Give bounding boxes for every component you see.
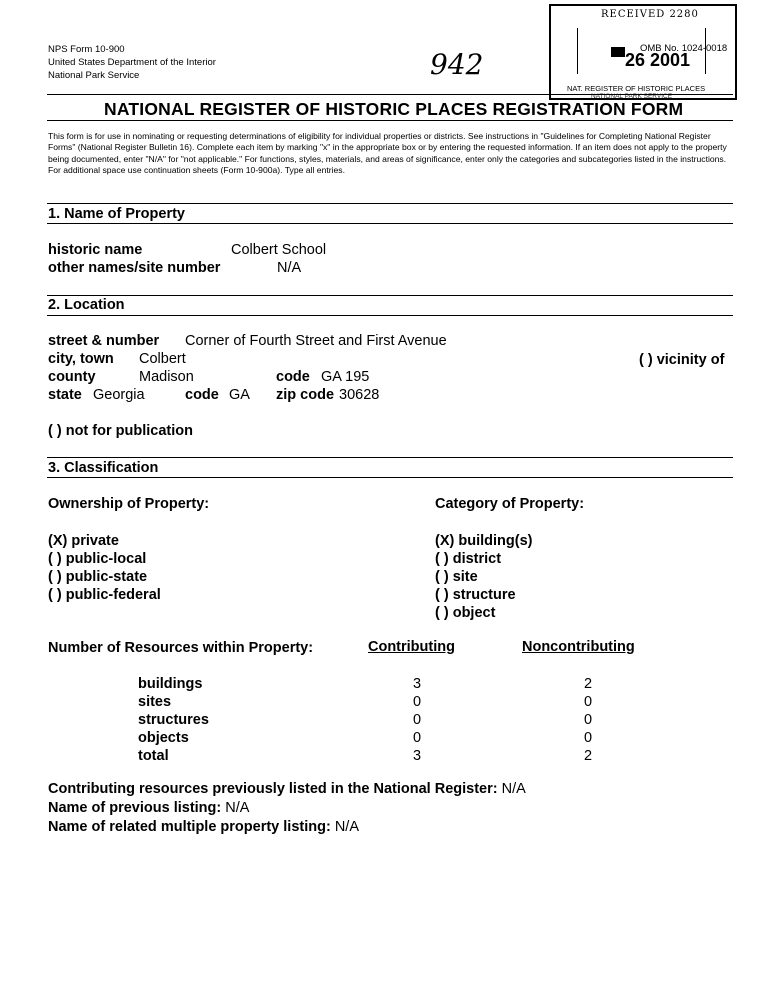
category-item [435,550,532,568]
zip-value: 30628 [339,387,380,403]
ownership-item [48,532,161,550]
resource-label: objects [138,730,189,746]
noncontributing-count: 2 [583,748,593,764]
resource-label: structures [138,712,209,728]
stamp-register-text: NAT. REGISTER OF HISTORIC PLACES [567,84,706,93]
category-label: building(s) [458,533,533,549]
category-label: site [452,569,478,585]
noncontributing-count: 0 [583,712,593,728]
category-list [435,532,532,622]
section3-heading: 3. Classification [48,460,159,476]
ownership-mark: ( ) [48,569,62,585]
ownership-mark: (X) [48,533,68,549]
contributing-count: 0 [412,694,422,710]
previous-listing-label: Name of previous listing: [48,800,222,816]
title-top-rule [47,94,733,95]
section1-bottom-rule [47,223,733,224]
ownership-label: public-state [65,569,148,585]
zip-label: zip code [276,387,335,403]
category-label: structure [452,587,516,603]
noncontributing-count: 0 [583,694,593,710]
county-code-label: code [276,369,310,385]
category-mark: ( ) [435,605,449,621]
contributing-count: 3 [412,676,422,692]
category-item [435,532,532,550]
contributing-counts [397,675,437,765]
section3-bottom-rule [47,477,733,478]
previously-listed-label: Contributing resources previously listed in the National Register: [48,781,498,797]
ownership-label: public-federal [65,587,161,603]
state-code-value: GA [229,387,250,403]
city-value: Colbert [139,351,186,367]
category-mark: (X) [435,533,455,549]
category-heading: Category of Property: [435,496,585,512]
previously-listed-line [48,781,526,797]
county-value: Madison [139,369,194,385]
section2-bottom-rule [47,315,733,316]
city-label: city, town [48,351,114,367]
vicinity-of: ( ) vicinity of [639,352,725,368]
multiple-listing-line [48,819,359,835]
contributing-count: 0 [412,712,422,728]
state-code-label: code [185,387,219,403]
handwritten-mark: 942 [430,48,484,81]
section2-top-rule [47,295,733,296]
street-value: Corner of Fourth Street and First Avenue [185,333,447,349]
form-number: NPS Form 10-900 [48,44,125,55]
category-mark: ( ) [435,569,449,585]
category-label: district [452,551,502,567]
resources-heading: Number of Resources within Property: [48,640,314,656]
section2-heading: 2. Location [48,297,125,313]
category-item [435,604,532,622]
historic-name-label: historic name [48,242,143,258]
historic-name-value: Colbert School [231,242,327,258]
noncontributing-count: 0 [583,730,593,746]
resource-label: total [138,748,169,764]
stamp-date: 26 2001 [625,50,691,70]
county-label: county [48,369,96,385]
multiple-listing-label: Name of related multiple property listing: [48,819,331,835]
ownership-mark: ( ) [48,587,62,603]
resource-labels [138,675,209,765]
stamp-received-text: RECEIVED 2280 [601,9,699,20]
ownership-item [48,586,161,604]
ownership-label: public-local [65,551,147,567]
contributing-count: 3 [412,748,422,764]
title-bottom-rule [47,120,733,121]
state-label: state [48,387,82,403]
category-item [435,568,532,586]
service-name: National Park Service [48,70,140,81]
ownership-list [48,532,161,604]
noncontributing-header: Noncontributing [522,639,635,655]
street-label: street & number [48,333,160,349]
category-mark: ( ) [435,551,449,567]
multiple-listing-value: N/A [334,819,359,835]
previously-listed-value: N/A [501,781,526,797]
ownership-label: private [71,533,119,549]
form-header [48,43,216,82]
stamp-blot [611,47,625,57]
instructions-paragraph: This form is for use in nominating or requesting determinations of eligibility for individual properties or districts. See instructions in "Guidelines for Completing National Register Forms" (National Register Bulletin 16). Complete each item by marking "x" in the appropriate box or by entering the requested information. If an item does not apply to the property being documented, enter "N/A" for "not applicable." For functions, styles, materials, and areas of significance, enter only the categories and subcategories listed in the instructions. For additional space use continuation sheets (Form 10-900a). Type all entries. [48,131,727,175]
omb-number: OMB No. 1024-0018 [640,43,728,54]
department-name: United States Department of the Interior [48,57,216,68]
ownership-heading: Ownership of Property: [48,496,210,512]
section3-top-rule [47,457,733,458]
ownership-item [48,550,161,568]
section1-top-rule [47,203,733,204]
category-mark: ( ) [435,587,449,603]
contributing-count: 0 [412,730,422,746]
other-names-value: N/A [277,260,302,276]
stamp-service-text: NATIONAL PARK SERVICE [591,93,673,100]
resource-label: buildings [138,676,203,692]
resource-label: sites [138,694,172,710]
noncontributing-count: 2 [583,676,593,692]
ownership-mark: ( ) [48,551,62,567]
state-value: Georgia [93,387,145,403]
previous-listing-line [48,800,249,816]
category-item [435,586,532,604]
category-label: object [452,605,496,621]
previous-listing-value: N/A [225,800,250,816]
contributing-header: Contributing [368,639,455,655]
page-title: NATIONAL REGISTER OF HISTORIC PLACES REGISTRATION FORM [104,99,684,119]
noncontributing-counts [568,675,608,765]
not-for-publication: ( ) not for publication [48,423,193,439]
county-code-value: GA 195 [321,369,370,385]
ownership-item [48,568,161,586]
other-names-label: other names/site number [48,260,221,276]
section1-heading: 1. Name of Property [48,206,185,222]
